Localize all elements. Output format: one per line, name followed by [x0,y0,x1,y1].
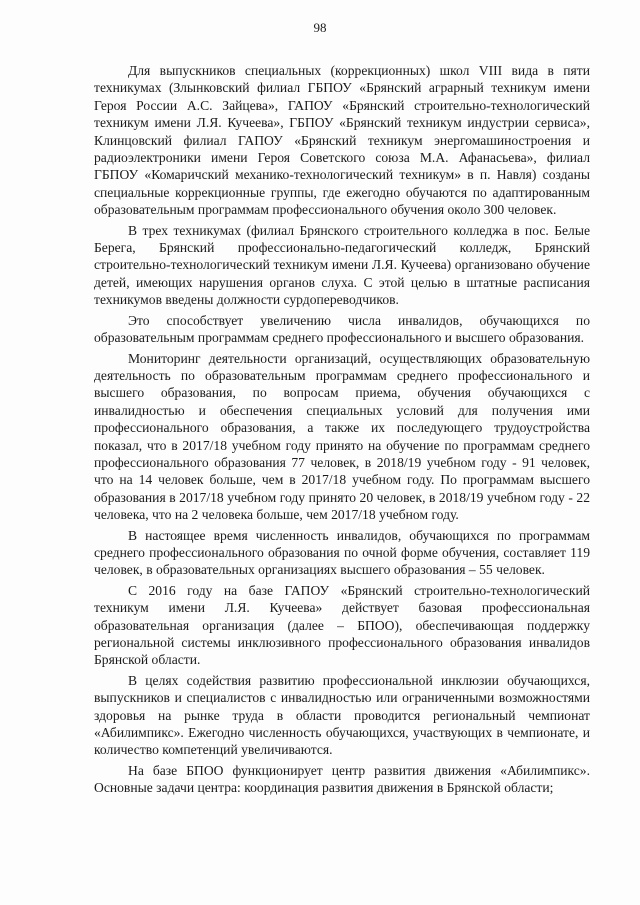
paragraph-hearing-impaired: В трех техникумах (филиал Брянского строительного колледжа в пос. Белые Берега, Брянский профессионально-педагогический колледж, Брянский строительно-технологический техникум имени Л.Я. Кучеева) организовано обучение детей, имеющих нарушения органов слуха. С этой целью в штатные расписания техникумов введены должности сурдопереводчиков. [94,222,590,308]
paragraph-growth: Это способствует увеличению числа инвалидов, обучающихся по образовательным программам среднего профессионального и высшего образования. [94,312,590,346]
page-number: 98 [313,20,327,35]
document-body [94,62,590,797]
paragraph-monitoring: Мониторинг деятельности организаций, осуществляющих образовательную деятельность по образовательным программам среднего профессионального и высшего образования, по вопросам приема, обучения обучающихся с инвалидностью и обеспечения специальных условий для получения ими профессионального образования, а также их последующего трудоустройства показал, что в 2017/18 учебном году принято на обучение по программам среднего профессионального образования 77 человек, в 2018/19 учебном году - 91 человек, что на 14 человек больше, чем в 2017/18 учебном году. По программам высшего образования в 2017/18 учебном году принято 20 человек, в 2018/19 учебном году - 22 человека, что на 2 человека больше, чем 2017/18 учебном году. [94,350,590,523]
paragraph-abilympics: В целях содействия развитию профессиональной инклюзии обучающихся, выпускников и специалистов с инвалидностью или ограниченными возможностями здоровья на рынке труда в области проводится региональный чемпионат «Абилимпикс». Ежегодно численность обучающихся, участвующих в чемпионате, и количество компетенций увеличиваются. [94,672,590,758]
paragraph-bpoo: С 2016 году на базе ГАПОУ «Брянский строительно-технологический техникум имени Л.Я. Кучеева» действует базовая профессиональная образовательная организация (далее – БПОО), обеспечивающая поддержку региональной системы инклюзивного профессионального образования инвалидов Брянской области. [94,582,590,668]
paragraph-vocational-schools: Для выпускников специальных (коррекционных) школ VIII вида в пяти техникумах (Злынковский филиал ГБПОУ «Брянский аграрный техникум имени Героя России А.С. Зайцева», ГАПОУ «Брянский строительно-технологический техникум имени Л.Я. Кучеева», ГБПОУ «Брянский техникум индустрии сервиса», Клинцовский филиал ГАПОУ «Брянский техникум энергомашиностроения и радиоэлектроники имени Героя Советского союза М.А. Афанасьева», филиал ГБПОУ «Комаричский механико-технологический техникум» в п. Навля) созданы специальные коррекционные группы, где ежегодно обучаются по адаптированным образовательным программам профессионального обучения около 300 человек. [94,63,590,218]
paragraph-center: На базе БПОО функционирует центр развития движения «Абилимпикс». Основные задачи центра: координация развития движения в Брянской области; [94,762,590,796]
paragraph-current-enrollment: В настоящее время численность инвалидов, обучающихся по программам среднего профессионального образования по очной форме обучения, составляет 119 человек, в образовательных организациях высшего образования – 55 человек. [94,527,590,578]
